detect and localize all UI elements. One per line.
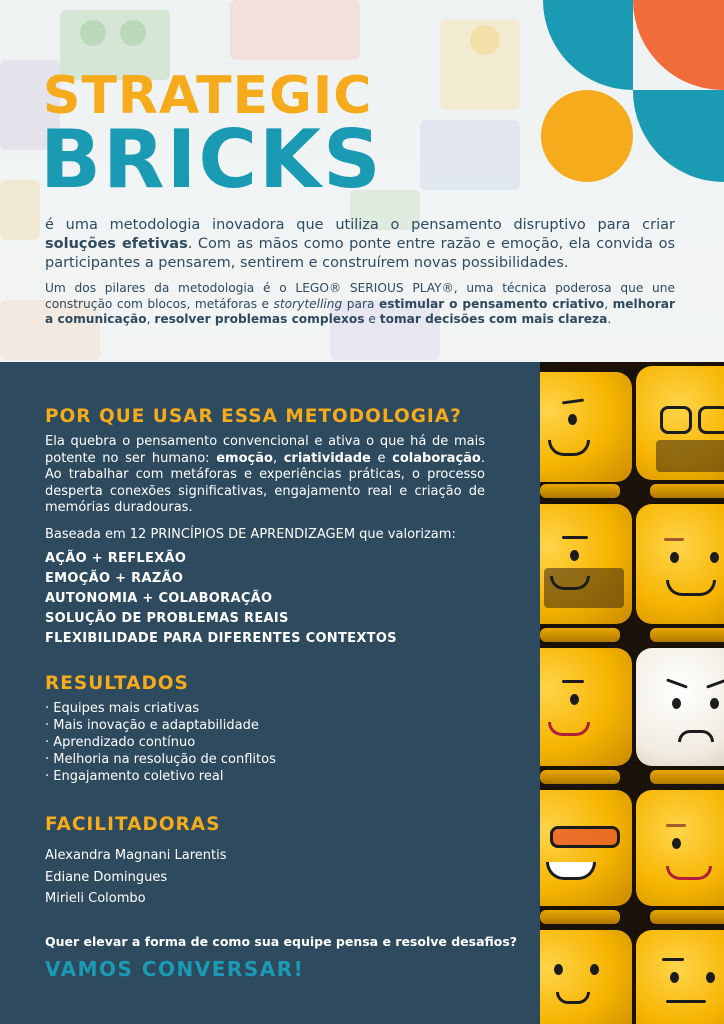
why-highlight: criatividade	[283, 450, 371, 466]
results-heading: RESULTADOS	[45, 673, 189, 694]
glasses	[698, 406, 724, 434]
brow	[666, 678, 688, 688]
mouth	[666, 866, 712, 880]
cta-question: Quer elevar a forma de como sua equipe pensa e resolve desafios?	[45, 934, 518, 949]
principles-intro: Baseada em 12 PRINCÍPIOS DE APRENDIZAGEM que valorizam:	[45, 527, 456, 542]
beard	[656, 440, 724, 472]
result-item: · Engajamento coletivo real	[45, 769, 224, 784]
eye	[670, 972, 679, 983]
mouth	[548, 440, 590, 456]
mouth	[546, 862, 596, 880]
header-section	[0, 0, 724, 362]
facilitator-name: Mirieli Colombo	[45, 891, 146, 906]
lego-head-stud	[540, 910, 620, 924]
lego-head-stud	[540, 628, 620, 642]
lego-head-stud	[540, 770, 620, 784]
glasses	[660, 406, 692, 434]
decorative-orange-quarter-circle	[633, 0, 724, 90]
lego-head-smiling	[636, 504, 724, 624]
eye	[590, 964, 599, 975]
principles-list	[45, 549, 397, 649]
frown	[678, 730, 714, 742]
intro-text: é uma metodologia inovadora que utiliza o pensamento disruptivo para criar	[45, 217, 675, 233]
lego-head-smirk	[540, 930, 632, 1024]
mouth	[548, 722, 590, 736]
intro-highlight: soluções efetivas	[45, 236, 188, 252]
principle-item: SOLUÇÃO DE PROBLEMAS REAIS	[45, 611, 289, 626]
intro-paragraph	[45, 216, 675, 273]
lego-head-bearded	[540, 504, 632, 624]
lego-head-sunglasses	[540, 790, 632, 906]
title-strategic: STRATEGIC	[43, 66, 373, 126]
pillar-text: Um dos pilares da metodologia é o LEGO® SERIOUS PLAY®, uma técnica poderosa que une construção com blocos, metáforas e	[45, 281, 675, 311]
why-heading: POR QUE USAR ESSA METODOLOGIA?	[45, 406, 462, 427]
facilitator-name: Ediane Domingues	[45, 869, 168, 885]
principle-item: AUTONOMIA + COLABORAÇÃO	[45, 591, 273, 606]
lego-head-lipstick	[540, 648, 632, 766]
brow	[562, 680, 584, 683]
facilitators-heading: FACILITADORAS	[45, 814, 221, 835]
principle-item: FLEXIBILIDADE PARA DIFERENTES CONTEXTOS	[45, 631, 397, 646]
pillar-text: ,	[604, 296, 613, 311]
lego-head-stud	[650, 628, 724, 642]
mouth	[666, 580, 716, 596]
background-brick-stud	[80, 20, 106, 46]
eye	[672, 838, 681, 849]
lego-head-smiling	[540, 372, 632, 482]
result-item: · Mais inovação e adaptabilidade	[45, 718, 259, 733]
decorative-yellow-circle	[541, 90, 633, 182]
glasses	[550, 826, 620, 848]
brow	[664, 538, 684, 541]
lego-head-happy	[636, 790, 724, 906]
result-item: · Equipes mais criativas	[45, 701, 200, 716]
brow	[562, 536, 588, 539]
result-item: · Aprendizado contínuo	[45, 735, 196, 750]
pillar-text: para	[342, 296, 379, 311]
pillar-text: .	[607, 312, 612, 326]
eye	[570, 694, 579, 705]
mouth	[556, 992, 590, 1004]
lego-head-worried	[636, 648, 724, 766]
why-highlight: emoção	[216, 450, 273, 466]
why-text: Ela quebra o pensamento convencional e ativa o que há de mais potente no ser humano:	[45, 434, 485, 466]
pillar-highlight: tomar decisões com mais clareza	[379, 312, 608, 326]
why-text: e	[370, 450, 393, 466]
facilitators-list	[45, 845, 226, 910]
lego-head-serious	[636, 930, 724, 1024]
intro-text: . Com as mãos como ponte entre razão e emoção, ela convida os participantes a pensarem, sentirem e construírem novas possibilidades.	[45, 236, 676, 271]
brow	[666, 824, 686, 827]
eye	[672, 698, 681, 709]
eye	[554, 964, 563, 975]
lego-head-stud	[540, 484, 620, 498]
pillar-text: ,	[146, 312, 155, 326]
decorative-teal-quarter-circle	[543, 0, 633, 90]
background-brick-stud	[470, 25, 500, 55]
background-brick	[230, 0, 360, 60]
cta-contact-link[interactable]: VAMOS CONVERSAR!	[45, 957, 305, 981]
why-text: . Ao trabalhar com metáforas e experiências práticas, o processo desperta conexões significativas, engajamento real e criação de memórias duradouras.	[45, 450, 486, 515]
lego-head-stud	[650, 910, 724, 924]
why-text: ,	[272, 450, 284, 466]
pillar-highlight: melhorar a comunicação	[45, 296, 675, 326]
pillar-paragraph	[45, 281, 675, 328]
eye	[706, 972, 715, 983]
title-bricks: BRICKS	[40, 113, 383, 206]
lego-faces-photo	[540, 362, 724, 1024]
facilitator-name: Alexandra Magnani Larentis	[45, 848, 227, 863]
mouth-line	[666, 1000, 706, 1003]
decorative-teal-quarter-circle	[633, 90, 724, 182]
eye	[710, 698, 719, 709]
eye	[710, 552, 719, 563]
lego-head-stud	[650, 484, 724, 498]
why-paragraph	[45, 434, 485, 517]
eye	[570, 550, 579, 561]
pillar-highlight: estimular o pensamento criativo	[378, 296, 605, 311]
background-brick	[420, 120, 520, 190]
pillar-italic: storytelling	[273, 296, 343, 311]
background-brick-stud	[120, 20, 146, 46]
pillar-highlight: resolver problemas complexos	[154, 312, 365, 326]
lego-head-glasses	[636, 366, 724, 480]
results-list	[45, 700, 276, 785]
result-item: · Melhoria na resolução de conflitos	[45, 752, 276, 767]
pillar-text: e	[364, 312, 380, 326]
brow	[562, 398, 584, 404]
brow	[706, 678, 724, 688]
principle-item: AÇÃO + REFLEXÃO	[45, 551, 187, 566]
why-highlight: colaboração	[392, 450, 481, 466]
principle-item: EMOÇÃO + RAZÃO	[45, 571, 184, 586]
lego-head-stud	[650, 770, 724, 784]
eye	[670, 552, 679, 563]
brow	[662, 958, 684, 961]
background-brick	[0, 180, 40, 240]
eye	[568, 414, 577, 425]
